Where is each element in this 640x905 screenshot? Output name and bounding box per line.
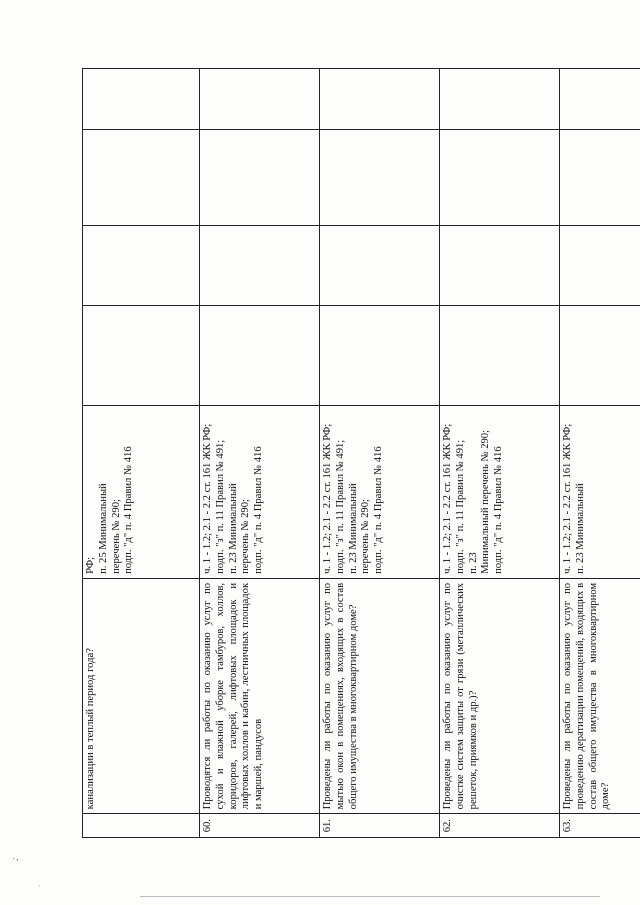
legal-reference-line: Минимальный перечень № 290; <box>480 429 492 574</box>
empty-answer-cell <box>200 69 320 130</box>
rotated-table-container <box>82 68 612 838</box>
empty-answer-cell <box>560 130 640 226</box>
legal-reference-cell <box>440 406 560 579</box>
empty-answer-cell <box>560 305 640 405</box>
question-cell: Проведены ли работы по оказанию услуг по очистке систем защиты от грязи (металлических решеток, приямков и др.)? <box>440 578 560 813</box>
empty-answer-cell <box>83 130 200 226</box>
legal-reference-line: п. 23 Минимальный <box>574 483 586 574</box>
empty-answer-cell <box>320 226 440 305</box>
empty-answer-cell <box>200 130 320 226</box>
legal-reference-line: перечень № 290; <box>360 499 372 574</box>
table-row <box>440 69 560 838</box>
scan-mark: ·, <box>9 852 20 864</box>
table-row <box>83 69 200 838</box>
scan-mark: · <box>38 882 41 891</box>
empty-answer-cell <box>83 226 200 305</box>
checklist-table <box>82 68 640 838</box>
question-cell: Проведены ли работы по оказанию услуг по проведению дератизации помещений, входящих в состав общего имущества в многоквартирном доме? <box>560 578 640 813</box>
empty-answer-cell <box>440 305 560 405</box>
legal-reference-line: подп. "д" п. 4 Правил № 416 <box>123 446 135 574</box>
empty-answer-cell <box>560 69 640 130</box>
legal-reference-line: п. 25 Минимальный <box>97 483 109 574</box>
empty-answer-cell <box>560 226 640 305</box>
page-edge <box>140 896 600 897</box>
row-number: 63. <box>560 814 640 838</box>
question-cell: Проводятся ли работы по оказанию услуг по сухой и влажной уборке тамбуров, холлов, коридоров, галерей, лифтовых площадок и лифтовых холлов и кабин, лестничных площадок и маршей, пандусов <box>200 578 320 813</box>
legal-reference-line: перечень № 290; <box>240 499 252 574</box>
legal-reference-line: перечень № 290; <box>110 499 122 574</box>
legal-reference-line: подп. "з" п. 11 Правил № 491; <box>214 439 226 574</box>
legal-reference-line: ч. 1 - 1.2; 2.1 - 2.2 ст. 161 ЖК РФ; <box>562 423 573 574</box>
legal-reference-line: подп. "д" п. 4 Правил № 416 <box>253 446 265 574</box>
legal-reference-line: подп. "д" п. 4 Правил № 416 <box>373 446 385 574</box>
empty-answer-cell <box>440 130 560 226</box>
empty-answer-cell <box>440 226 560 305</box>
legal-reference-cell <box>83 406 200 579</box>
legal-reference-cell <box>560 406 640 579</box>
question-cell: канализации в теплый период года? <box>83 578 200 813</box>
empty-answer-cell <box>320 69 440 130</box>
row-number <box>83 814 200 838</box>
empty-answer-cell <box>200 226 320 305</box>
empty-answer-cell <box>320 130 440 226</box>
legal-reference-line: п. 23 <box>467 552 479 574</box>
empty-answer-cell <box>83 69 200 130</box>
table-row <box>320 69 440 838</box>
legal-reference-line: п. 23 Минимальный <box>347 483 359 574</box>
row-number: 62. <box>440 814 560 838</box>
row-number: 61. <box>320 814 440 838</box>
question-cell: Проведены ли работы по оказанию услуг по мытью окон в помещениях, входящих в состав общего имущества в многоквартирном доме? <box>320 578 440 813</box>
table-row <box>560 69 640 838</box>
row-number: 60. <box>200 814 320 838</box>
table-row <box>200 69 320 838</box>
empty-answer-cell <box>200 305 320 405</box>
legal-reference-line: ч. 1 - 1.2; 2.1 - 2.2 ст. 161 ЖК РФ; <box>202 423 213 574</box>
empty-answer-cell <box>320 305 440 405</box>
legal-reference-line: подп. "д" п. 4 Правил № 416 <box>493 446 505 574</box>
legal-reference-line: подп. "з" п. 11 Правил № 491; <box>454 439 466 574</box>
legal-reference-line: подп. "з" п. 11 Правил № 491; <box>334 439 346 574</box>
empty-answer-cell <box>440 69 560 130</box>
legal-reference-cell <box>320 406 440 579</box>
legal-reference-line: РФ; <box>85 556 96 574</box>
legal-reference-line: п. 23 Минимальный <box>227 483 239 574</box>
legal-reference-line: ч. 1 - 1.2; 2.1 - 2.2 ст. 161 ЖК РФ; <box>442 423 453 574</box>
legal-reference-cell <box>200 406 320 579</box>
legal-reference-line: ч. 1 - 1.2; 2.1 - 2.2 ст. 161 ЖК РФ; <box>322 423 333 574</box>
empty-answer-cell <box>83 305 200 405</box>
